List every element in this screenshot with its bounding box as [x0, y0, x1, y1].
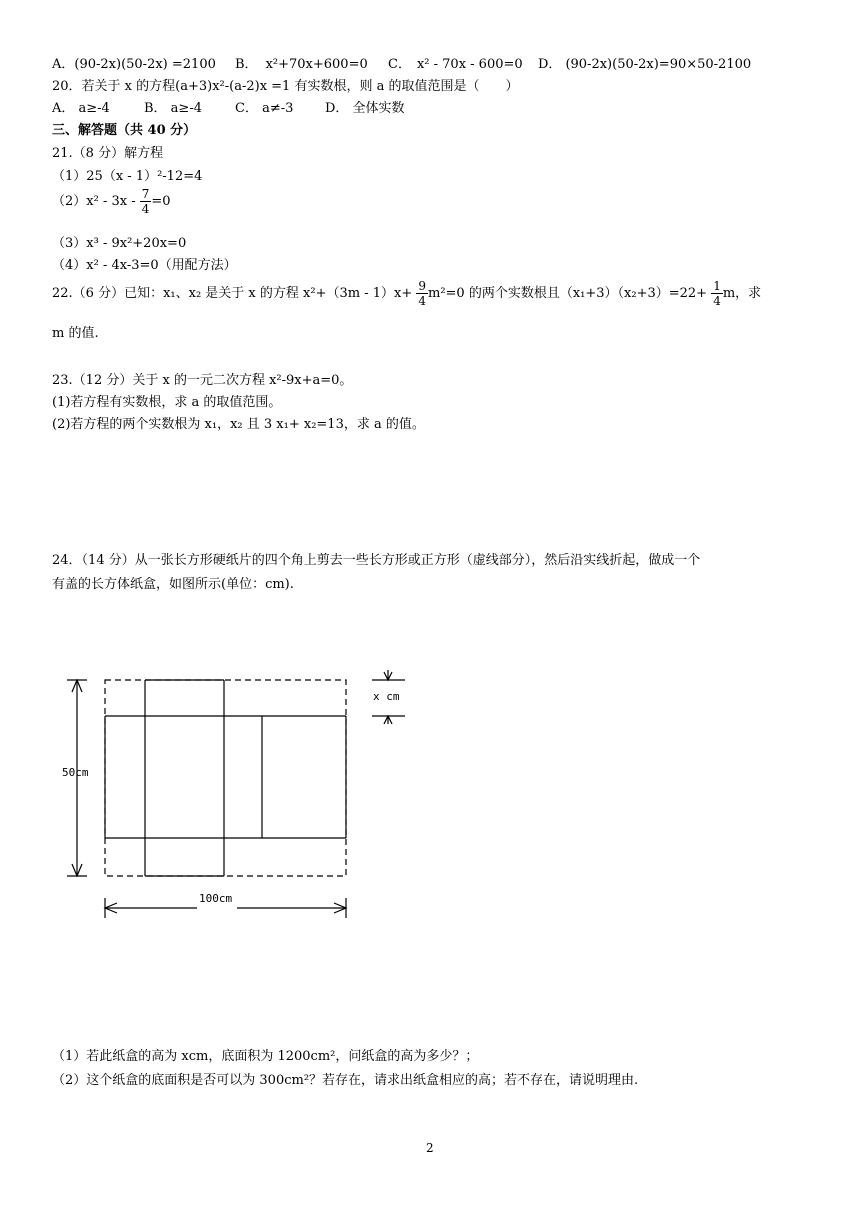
- q22-line-2: m 的值.: [52, 326, 99, 341]
- q24-line-2: 有盖的长方体纸盒，如图所示(单位：cm).: [52, 577, 294, 592]
- q19-option-d: [538, 58, 751, 71]
- q20-option-c: C． a≠-3: [235, 101, 294, 116]
- q19-option-b-label: B．: [235, 57, 258, 72]
- section-title: 三、解答题（共 40 分）: [52, 123, 197, 138]
- q19-option-a-label: A．: [52, 57, 75, 72]
- q19-option-a: [52, 58, 216, 71]
- q19-option-c: [388, 58, 523, 71]
- fraction-denominator: 4: [418, 294, 426, 308]
- q22-line-1: [52, 280, 761, 307]
- q22-text-c: m，求: [722, 286, 762, 301]
- q21-stem: 21.（8 分）解方程: [52, 146, 164, 161]
- q22-text-b: m²=0 的两个实数根且（x₁+3）（x₂+3）=22+: [428, 286, 708, 301]
- q19-option-b: [235, 58, 368, 71]
- q22-fraction-2: [711, 280, 723, 307]
- q20-option-d: D． 全体实数: [325, 101, 405, 116]
- q20-stem: 20．若关于 x 的方程(a+3)x²-(a-2)x =1 有实数根，则 a 的取值范围是（ ）: [52, 79, 519, 94]
- outer-dashed-rect: [105, 680, 346, 876]
- q21-part-2-fraction: [140, 188, 152, 215]
- q24-line-1: 24．（14 分）从一张长方形硬纸片的四个角上剪去一些长方形或正方形（虚线部分），然后沿实线折起，做成一个: [52, 553, 701, 568]
- q19-option-b-text: x²+70x+600=0: [265, 57, 368, 72]
- fraction-numerator: 9: [418, 279, 426, 293]
- q21-part-2: [52, 188, 171, 215]
- q19-option-d-text: (90-2x)(50-2x)=90×50-2100: [565, 57, 752, 72]
- cardboard-figure: [50, 668, 450, 928]
- q21-part-1: （1）25（x - 1）²-12=4: [52, 169, 203, 184]
- q24-part-2: （2）这个纸盒的底面积是否可以为 300cm²？若存在，请求出纸盒相应的高；若不存在，请说明理由.: [52, 1073, 639, 1088]
- height-label: 50cm: [62, 766, 89, 779]
- q22-text-a: 22.（6 分）已知：x₁、x₂ 是关于 x 的方程 x²+（3m - 1）x+: [52, 286, 413, 301]
- q20-option-b: B． a≥-4: [144, 101, 202, 116]
- q21-part-2-pre: （2）x² - 3x -: [52, 194, 136, 209]
- fraction-denominator: 4: [141, 202, 150, 216]
- width-label: 100cm: [199, 892, 233, 905]
- q21-part-3: （3）x³ - 9x²+20x=0: [52, 236, 187, 251]
- q19-option-d-label: D．: [538, 57, 562, 72]
- q23-part-1: (1)若方程有实数根，求 a 的取值范围。: [52, 395, 282, 410]
- fraction-numerator: 1: [713, 279, 721, 293]
- fraction-denominator: 4: [713, 294, 721, 308]
- q21-part-2-post: =0: [151, 194, 171, 209]
- q19-option-c-label: C．: [388, 57, 411, 72]
- fraction-numerator: 7: [141, 187, 150, 201]
- page-number: 2: [426, 1141, 434, 1155]
- x-label: x cm: [373, 690, 400, 703]
- q24-part-1: （1）若此纸盒的高为 xcm，底面积为 1200cm²，问纸盒的高为多少？；: [52, 1049, 479, 1064]
- q19-option-a-text: (90-2x)(50-2x) =2100: [74, 57, 216, 72]
- q20-option-a: A． a≥-4: [52, 101, 110, 116]
- q23-stem: 23.（12 分）关于 x 的一元二次方程 x²-9x+a=0。: [52, 373, 353, 388]
- q22-fraction-1: [416, 280, 428, 307]
- q21-part-4: （4）x² - 4x-3=0（用配方法）: [52, 258, 237, 273]
- q19-option-c-text: x² - 70x - 600=0: [416, 57, 523, 72]
- q23-part-2: (2)若方程的两个实数根为 x₁，x₂ 且 3 x₁+ x₂=13，求 a 的值。: [52, 417, 425, 432]
